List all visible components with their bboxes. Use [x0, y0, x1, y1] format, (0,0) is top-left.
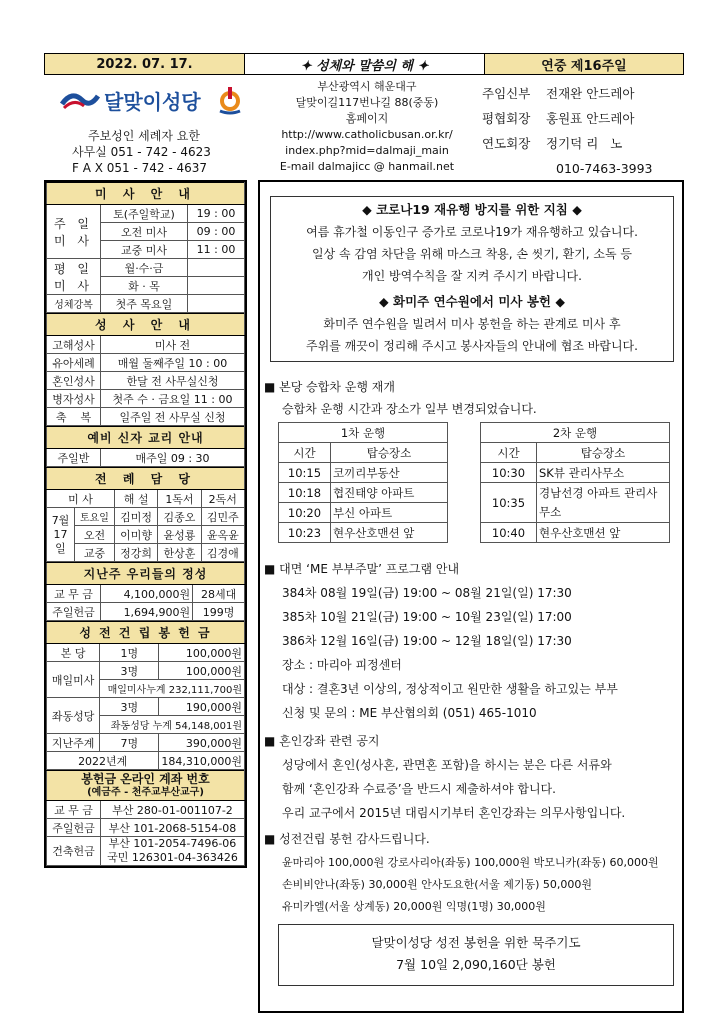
me-title: ■ 대면 ‘ME 부부주말’ 프로그램 안내	[264, 562, 460, 576]
duty-person: 김경애	[201, 544, 244, 562]
account-number: 부산 101-2054-7496-06	[108, 837, 237, 850]
me-schedule: 384차 08월 19일(금) 19:00 ~ 08월 21일(일) 17:30	[282, 586, 572, 600]
mass-time	[188, 277, 245, 295]
fund-amount: 100,000원	[159, 644, 245, 662]
marriage-line: 우리 교구에서 2015년 대림시기부터 혼인강좌는 의무사항입니다.	[282, 806, 626, 820]
bus-title: ■ 본당 승합차 운행 재개	[264, 380, 395, 394]
me-schedule: 385차 10월 21일(금) 19:00 ~ 10월 23일(일) 17:00	[282, 610, 572, 624]
duty-header: 2독서	[201, 490, 244, 508]
catechism-time: 매주일 09 : 30	[101, 449, 245, 467]
fund-count: 7명	[100, 734, 159, 752]
duty-mass: 교중	[75, 544, 115, 562]
fund-kind: 매일미사	[47, 662, 100, 698]
notice-box	[270, 196, 674, 362]
bus-second-table	[480, 422, 670, 543]
rosary-prayer-box	[278, 924, 674, 986]
bus-stop: 협진태양 아파트	[331, 483, 448, 503]
sacrament-info: 한달 전 사무실신청	[101, 372, 245, 390]
rosary-title: 달맞이성당 성전 봉헌을 위한 묵주기도	[371, 935, 581, 950]
duty-person: 윤옥윤	[201, 526, 244, 544]
mass-name: 오전 미사	[101, 223, 188, 241]
address-line: 달맞이길117번나길 88(중동)	[295, 96, 439, 109]
mass-time: 09 : 00	[188, 223, 245, 241]
staff-row	[482, 84, 653, 109]
logo-wave-icon	[60, 88, 100, 112]
duty-person: 정강희	[114, 544, 157, 562]
mass-time: 19 : 00	[188, 205, 245, 223]
marriage-line: 성당에서 혼인(성사혼, 관면혼 포함)을 하시는 분은 다른 서류와	[282, 758, 612, 772]
homepage-url[interactable]: index.php?mid=dalmaji_main	[285, 144, 449, 157]
liturgical-week: 연중 제16주일	[485, 54, 683, 74]
fund-amount: 100,000원	[159, 662, 245, 680]
header-bar	[44, 53, 684, 75]
hwamiju-notice-line: 주위를 깨끗이 정리해 주시고 봉사자들의 안내에 협조 바랍니다.	[306, 339, 638, 353]
mass-name: 월·수·금	[101, 259, 188, 277]
covid-notice-line: 일상 속 감염 차단을 위해 마스크 착용, 손 씻기, 환기, 소독 등	[311, 247, 633, 261]
parish-logo	[60, 85, 245, 115]
staff-list	[482, 84, 653, 176]
catechism-class: 주일반	[47, 449, 101, 467]
offering-count: 199명	[193, 603, 245, 621]
bus-time: 10:15	[279, 463, 331, 483]
duty-person: 김미정	[114, 508, 157, 526]
sacrament-name: 축 복	[47, 408, 101, 426]
fund-cumulative: 좌동성당 누계 54,148,001원	[100, 716, 245, 734]
duty-mass: 오전	[75, 526, 115, 544]
bus-stop: 현우산호맨션 앞	[331, 523, 448, 543]
mass-name: 토(주일학교)	[101, 205, 188, 223]
thanks-line: 윤마리아 100,000원 강로사리아(좌동) 100,000원 박모니카(좌동) 60,000원	[282, 856, 659, 869]
duty-person: 윤성룡	[158, 526, 201, 544]
homepage-label: 홈페이지	[345, 112, 389, 125]
account-holder: (예금주 - 천주교부산교구)	[87, 786, 204, 798]
mass-section-title: 미 사 안 내	[47, 183, 245, 205]
covid-notice-line: 여름 휴가철 이동인구 증가로 코로나19가 재유행하고 있습니다.	[306, 225, 638, 239]
fund-cumulative: 매일미사누계 232,111,700원	[100, 680, 245, 698]
staff-phone: 010-7463-3993	[556, 161, 653, 176]
duty-person: 한상훈	[158, 544, 201, 562]
adoration-value: 첫주 목요일	[101, 295, 188, 313]
hwamiju-notice-title: ◆ 화미주 연수원에서 미사 봉헌 ◆	[379, 294, 565, 309]
bus-stop: 부신 아파트	[331, 503, 448, 523]
covid-notice-title: ◆ 코로나19 재유행 방지를 위한 지침 ◆	[362, 202, 582, 217]
offering-amount: 1,694,900원	[101, 603, 193, 621]
account-kind: 건축헌금	[47, 837, 101, 866]
fund-count: 3명	[100, 698, 159, 716]
mass-time	[188, 259, 245, 277]
parish-name: 달맞이성당	[104, 89, 201, 114]
bus-time: 10:30	[481, 463, 537, 483]
office-phone: 사무실 051 - 742 - 4623	[72, 145, 211, 159]
address-line: 부산광역시 해운대구	[317, 80, 417, 93]
fund-kind: 지난주계	[47, 734, 100, 752]
account-section-title: 봉헌금 온라인 계좌 번호	[81, 771, 210, 786]
bus-time: 10:35	[481, 483, 537, 523]
duty-header: 미 사	[47, 490, 115, 508]
email-address[interactable]: E-mail dalmajicc @ hanmail.net	[279, 160, 455, 173]
bus-stop: 코끼리부동산	[331, 463, 448, 483]
adoration-label: 성체강복	[47, 295, 101, 313]
account-number: 부산 280-01-001107-2	[101, 801, 245, 819]
me-target: 대상 : 결혼3년 이상의, 정상적이고 원만한 생활을 하고있는 부부	[282, 682, 618, 696]
me-schedule: 386차 12월 16일(금) 19:00 ~ 12월 18일(일) 17:30	[282, 634, 572, 648]
bus-stop: 경남선경 아파트 관리사무소	[537, 483, 670, 523]
fund-kind: 본 당	[47, 644, 100, 662]
sacrament-name: 고해성사	[47, 336, 101, 354]
duty-person: 이미향	[114, 526, 157, 544]
bulletin-date: 2022. 07. 17.	[45, 54, 245, 74]
covid-notice-line: 개인 방역수칙을 잘 지켜 주시기 바랍니다.	[362, 269, 582, 283]
weekday-mass-label: 평 일 미 사	[47, 259, 101, 295]
offering-amount: 4,100,000원	[101, 585, 193, 603]
account-kind: 교 무 금	[47, 801, 101, 819]
sacrament-info: 미사 전	[101, 336, 245, 354]
left-column	[44, 180, 247, 868]
staff-role: 주임신부	[482, 86, 531, 101]
staff-name: 전재완 안드레아	[546, 86, 635, 101]
bus-col-header: 탑승장소	[537, 443, 670, 463]
fund-amount: 390,000원	[159, 734, 245, 752]
fund-kind: 좌동성당	[47, 698, 100, 734]
bus-col-header: 탑승장소	[331, 443, 448, 463]
account-kind: 주일헌금	[47, 819, 101, 837]
duty-header: 1독서	[158, 490, 201, 508]
me-contact: 신청 및 문의 : ME 부산협의회 (051) 465-1010	[282, 706, 537, 720]
staff-row	[482, 134, 653, 159]
offering-section-title: 지난주 우리들의 정성	[47, 563, 245, 585]
year-theme: ✦ 성체와 말씀의 해 ✦	[245, 54, 485, 74]
mass-name: 화 · 목	[101, 277, 188, 295]
duty-header: 해 설	[114, 490, 157, 508]
sacrament-info: 매월 둘째주일 10 : 00	[101, 354, 245, 372]
sacrament-name: 혼인성사	[47, 372, 101, 390]
staff-name: 정기덕 리 노	[546, 136, 623, 151]
duty-section-title: 전 례 담 당	[47, 468, 245, 490]
bus-run-title: 1차 운행	[279, 423, 448, 443]
sacrament-name: 병자성사	[47, 390, 101, 408]
catechism-table	[46, 426, 245, 467]
thanks-line: 유미카엘(서울 상계동) 20,000원 익명(1명) 30,000원	[282, 900, 546, 913]
bus-run-title: 2차 운행	[481, 423, 670, 443]
staff-name: 홍원표 안드레아	[546, 111, 635, 126]
marriage-title: ■ 혼인강좌 관련 공지	[264, 734, 380, 748]
address-block	[262, 79, 472, 175]
account-number: 부산 101-2068-5154-08	[101, 819, 245, 837]
mass-time: 11 : 00	[188, 241, 245, 259]
account-number: 국민 126301-04-363426	[107, 851, 238, 864]
bus-desc: 승합차 운행 시간과 장소가 일부 변경되었습니다.	[282, 402, 537, 416]
mass-table	[46, 182, 245, 313]
bus-time: 10:23	[279, 523, 331, 543]
building-section-title: 성 전 건 립 봉 헌 금	[47, 622, 245, 644]
bus-stop: SK뷰 관리사무소	[537, 463, 670, 483]
thanks-title: ■ 성전건립 봉헌 감사드립니다.	[264, 832, 430, 846]
bus-col-header: 시간	[481, 443, 537, 463]
bus-first-table	[278, 422, 448, 543]
patron-saint: 주보성인 세례자 요한	[88, 129, 200, 143]
sacrament-table	[46, 313, 245, 426]
account-table	[46, 770, 245, 866]
staff-role: 평협회장	[482, 111, 531, 126]
duty-person: 김민주	[201, 508, 244, 526]
bus-time: 10:40	[481, 523, 537, 543]
mass-name: 교중 미사	[101, 241, 188, 259]
sacrament-section-title: 성 사 안 내	[47, 314, 245, 336]
me-location: 장소 : 마리아 피정센터	[282, 658, 402, 672]
hwamiju-notice-line: 화미주 연수원을 빌려서 미사 봉헌을 하는 관계로 미사 후	[323, 317, 621, 331]
marriage-line: 함께 ‘혼인강좌 수료증’을 반드시 제출하셔야 합니다.	[282, 782, 556, 796]
fund-count: 1명	[100, 644, 159, 662]
homepage-url[interactable]: http://www.catholicbusan.or.kr/	[281, 128, 453, 141]
duty-date: 7월 17일	[47, 508, 75, 562]
bus-stop: 현우산호맨션 앞	[537, 523, 670, 543]
offering-kind: 주일헌금	[47, 603, 101, 621]
liturgy-duty-table	[46, 467, 245, 562]
offering-count: 28세대	[193, 585, 245, 603]
rosary-count: 7월 10일 2,090,160단 봉헌	[396, 957, 556, 972]
fax-number: F A X 051 - 742 - 4637	[72, 161, 208, 175]
thanks-line: 손비비안나(좌동) 30,000원 안사도요한(서울 제기동) 50,000원	[282, 878, 593, 891]
catechism-section-title: 예비 신자 교리 안내	[47, 427, 245, 449]
fund-year-label: 2022년계	[47, 752, 159, 770]
duty-person: 김종오	[158, 508, 201, 526]
bus-time: 10:18	[279, 483, 331, 503]
offering-kind: 교 무 금	[47, 585, 101, 603]
building-fund-table	[46, 621, 245, 770]
parish-emblem-icon	[215, 85, 245, 115]
offering-table	[46, 562, 245, 621]
staff-row	[482, 109, 653, 134]
right-column	[258, 180, 684, 1013]
sacrament-info: 첫주 수 · 금요일 11 : 00	[101, 390, 245, 408]
fund-amount: 190,000원	[159, 698, 245, 716]
sacrament-name: 유아세례	[47, 354, 101, 372]
bus-time: 10:20	[279, 503, 331, 523]
sunday-mass-label: 주 일 미 사	[47, 205, 101, 259]
fund-count: 3명	[100, 662, 159, 680]
fund-year-total: 184,310,000원	[159, 752, 245, 770]
duty-mass: 토요일	[75, 508, 115, 526]
sacrament-info: 일주일 전 사무실 신청	[101, 408, 245, 426]
staff-role: 연도회장	[482, 136, 531, 151]
bus-col-header: 시간	[279, 443, 331, 463]
